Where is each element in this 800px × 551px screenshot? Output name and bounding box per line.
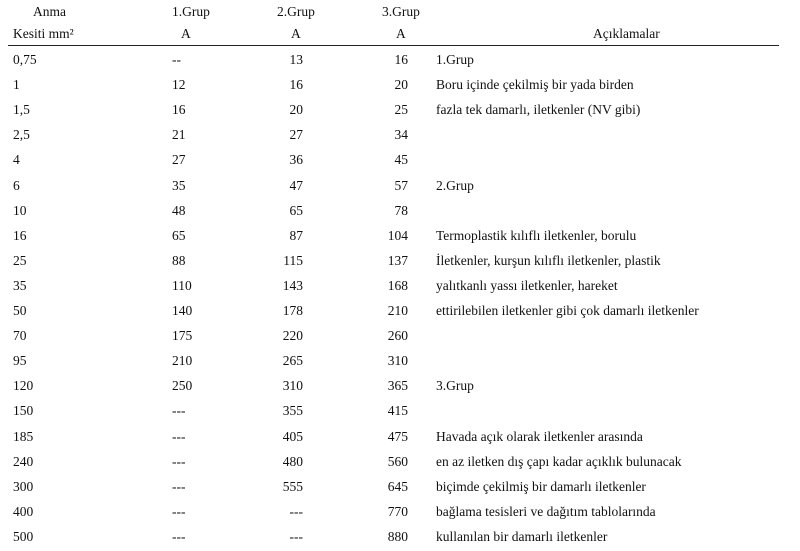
cell-group1: 48: [172, 203, 186, 218]
cell-group2: 27: [289, 127, 303, 142]
cell-note: fazla tek damarlı, iletkenler (NV gibi): [436, 102, 641, 117]
cell-group1: 210: [172, 353, 193, 368]
cell-group1: ---: [172, 454, 186, 469]
cell-group2: ---: [289, 504, 303, 519]
cell-size: 240: [13, 454, 34, 469]
cell-size: 70: [13, 328, 27, 343]
cell-group2: 220: [282, 328, 303, 343]
cell-group1: 12: [172, 77, 186, 92]
cell-group2: 355: [282, 403, 303, 418]
cell-note: Boru içinde çekilmiş bir yada birden: [436, 77, 634, 92]
cell-group3: 365: [387, 378, 408, 393]
cell-group3: 880: [387, 529, 408, 544]
cell-group1: ---: [172, 529, 186, 544]
header-unit3: A: [396, 26, 406, 41]
cell-group2: 47: [289, 178, 303, 193]
header-group1: 1.Grup: [172, 4, 210, 19]
cell-group3: 20: [394, 77, 408, 92]
cell-group2: 310: [282, 378, 303, 393]
cell-group1: 16: [172, 102, 186, 117]
cell-group2: 143: [282, 278, 303, 293]
cell-group1: ---: [172, 479, 186, 494]
header-divider: [8, 45, 779, 46]
cell-group3: 137: [387, 253, 408, 268]
cell-size: 16: [13, 228, 27, 243]
cell-note: İletkenler, kurşun kılıflı iletkenler, plastik: [436, 253, 661, 268]
header-size-bottom: Kesiti mm²: [13, 26, 74, 41]
cell-size: 400: [13, 504, 34, 519]
cell-group3: 770: [387, 504, 408, 519]
cell-note: 3.Grup: [436, 378, 474, 393]
cell-group2: 178: [282, 303, 303, 318]
cell-note: bağlama tesisleri ve dağıtım tablolarında: [436, 504, 656, 519]
cell-group1: --: [172, 52, 181, 67]
cell-group2: 13: [289, 52, 303, 67]
cell-size: 150: [13, 403, 34, 418]
cell-size: 1: [13, 77, 20, 92]
cell-group1: ---: [172, 504, 186, 519]
cell-size: 50: [13, 303, 27, 318]
cell-group3: 34: [394, 127, 408, 142]
cell-group3: 78: [394, 203, 408, 218]
cell-group1: 175: [172, 328, 193, 343]
cell-size: 500: [13, 529, 34, 544]
cell-group2: 265: [282, 353, 303, 368]
cell-group1: 21: [172, 127, 186, 142]
cell-size: 25: [13, 253, 27, 268]
cell-group3: 45: [394, 152, 408, 167]
cell-group1: 140: [172, 303, 193, 318]
cell-group3: 104: [387, 228, 408, 243]
cell-group3: 560: [387, 454, 408, 469]
cell-group2: 555: [282, 479, 303, 494]
cell-size: 2,5: [13, 127, 30, 142]
cell-group3: 168: [387, 278, 408, 293]
cell-group3: 475: [387, 429, 408, 444]
cell-group1: 35: [172, 178, 186, 193]
cell-note: yalıtkanlı yassı iletkenler, hareket: [436, 278, 618, 293]
header-unit1: A: [181, 26, 191, 41]
cell-group2: 65: [289, 203, 303, 218]
cell-group3: 210: [387, 303, 408, 318]
cell-size: 10: [13, 203, 27, 218]
cell-size: 6: [13, 178, 20, 193]
cell-group3: 260: [387, 328, 408, 343]
cell-size: 185: [13, 429, 34, 444]
header-size-top: Anma: [33, 4, 66, 19]
cell-size: 95: [13, 353, 27, 368]
cell-group1: 27: [172, 152, 186, 167]
cell-note: Havada açık olarak iletkenler arasında: [436, 429, 643, 444]
cell-group2: 36: [289, 152, 303, 167]
cell-size: 1,5: [13, 102, 30, 117]
cell-group3: 25: [394, 102, 408, 117]
cell-size: 120: [13, 378, 34, 393]
cell-group3: 645: [387, 479, 408, 494]
cell-group1: 65: [172, 228, 186, 243]
cell-group3: 16: [394, 52, 408, 67]
cell-note: kullanılan bir damarlı iletkenler: [436, 529, 608, 544]
cell-size: 35: [13, 278, 27, 293]
cell-group3: 415: [387, 403, 408, 418]
cell-note: 2.Grup: [436, 178, 474, 193]
cell-note: Termoplastik kılıflı iletkenler, borulu: [436, 228, 637, 243]
header-notes: Açıklamalar: [593, 26, 660, 41]
cell-group3: 310: [387, 353, 408, 368]
cell-size: 0,75: [13, 52, 37, 67]
cell-group2: ---: [289, 529, 303, 544]
cell-group1: 250: [172, 378, 193, 393]
cell-group2: 480: [282, 454, 303, 469]
header-group3: 3.Grup: [382, 4, 420, 19]
cell-group1: ---: [172, 429, 186, 444]
cell-size: 300: [13, 479, 34, 494]
cell-group1: 88: [172, 253, 186, 268]
cell-note: biçimde çekilmiş bir damarlı iletkenler: [436, 479, 646, 494]
cell-size: 4: [13, 152, 20, 167]
cell-group2: 405: [282, 429, 303, 444]
cell-group2: 20: [289, 102, 303, 117]
cell-group2: 115: [283, 253, 303, 268]
cell-note: ettirilebilen iletkenler gibi çok damarlı iletkenler: [436, 303, 699, 318]
cell-group2: 16: [289, 77, 303, 92]
header-unit2: A: [291, 26, 301, 41]
cell-group1: 110: [172, 278, 192, 293]
cell-group2: 87: [289, 228, 303, 243]
header-group2: 2.Grup: [277, 4, 315, 19]
cell-group3: 57: [394, 178, 408, 193]
cell-group1: ---: [172, 403, 186, 418]
cell-note: 1.Grup: [436, 52, 474, 67]
cell-note: en az iletken dış çapı kadar açıklık bulunacak: [436, 454, 682, 469]
